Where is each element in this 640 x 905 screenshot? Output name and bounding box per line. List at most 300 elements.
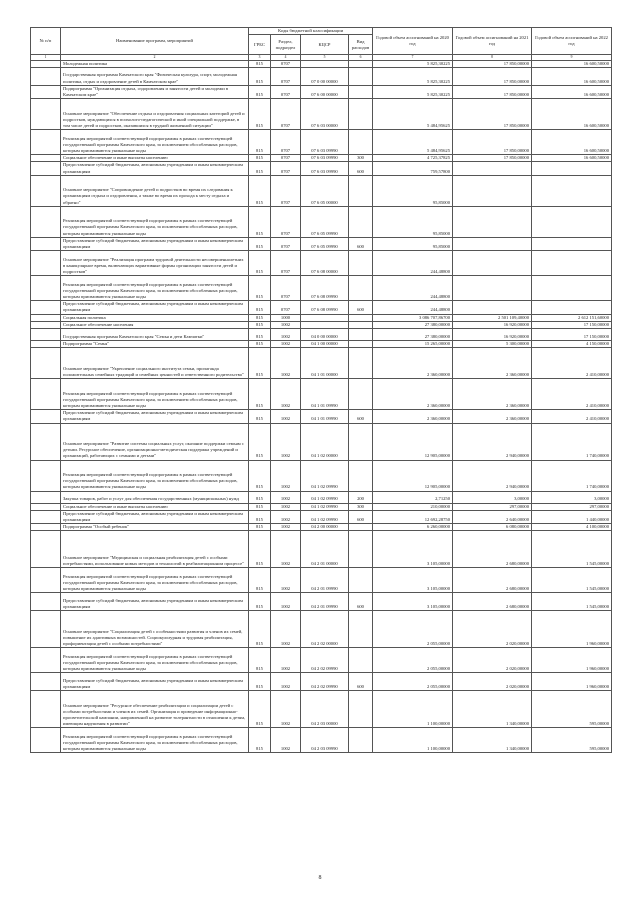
cell-num [31,611,61,648]
cell-rz-pr: 1002 [271,611,301,648]
cell-2022: 16 600,50000 [532,99,612,130]
cell-2020: 2 360,00000 [373,379,453,410]
cell-rz-pr: 0707 [271,60,301,67]
cell-num [31,728,61,753]
cell-2022: 1 960,00000 [532,673,612,691]
cell-ksr: 04 1 01 00000 [301,348,349,379]
cell-ksr [301,321,349,328]
cell-ksr: 04 2 02 09990 [301,673,349,691]
cell-num [31,491,61,503]
cell-ksr: 04 2 02 09990 [301,648,349,673]
cell-ksr: 07 6 03 09990 [301,130,349,155]
cell-2020: 12 692,28750 [373,510,453,523]
cell-num [31,648,61,673]
cell-vr [349,251,373,276]
cell-vr: 600 [349,410,373,423]
cell-ksr: 07 6 03 00000 [301,99,349,130]
cell-2021: 17 850,00000 [453,60,532,67]
cell-2021 [453,162,532,175]
cell-ksr: 04 1 02 09990 [301,491,349,503]
cell-num [31,321,61,328]
cell-name: Социальное обеспечение и иные выплаты населению [61,503,249,510]
cell-2022: 595,00000 [532,728,612,753]
cell-name: Подпрограмма "Особый ребенок" [61,524,249,531]
cell-rz-pr: 0707 [271,206,301,237]
cell-2022: 1 545,00000 [532,593,612,611]
cell-vr: 200 [349,491,373,503]
col-index: 3 [249,55,271,60]
cell-2022 [532,301,612,314]
cell-num [31,60,61,67]
table-row [31,85,612,98]
cell-2021: 2 501 109,40000 [453,314,532,321]
cell-num [31,276,61,301]
cell-2022: 16 600,50000 [532,130,612,155]
cell-name: Реализация мероприятий соответствующей подпрограммы в рамках соответствующей государственной программы Камчатского края, за исключением обособленных расходов, которым присваиваются уникальные коды [61,206,249,237]
table-row [31,155,612,162]
cell-2022: 2 410,00000 [532,348,612,379]
cell-grbs: 815 [249,130,271,155]
cell-ksr: 04 1 01 09990 [301,379,349,410]
cell-grbs: 815 [249,162,271,175]
cell-ksr [301,314,349,321]
cell-2022: 16 600,50000 [532,67,612,85]
cell-ksr: 07 0 00 00000 [301,67,349,85]
cell-ksr: 04 1 02 09990 [301,460,349,491]
cell-2021: 2 020,00000 [453,611,532,648]
cell-rz-pr: 0707 [271,301,301,314]
cell-rz-pr: 1002 [271,423,301,460]
col-index: 1 [31,55,61,60]
cell-vr [349,67,373,85]
table-row [31,491,612,503]
cell-vr [349,531,373,568]
col-index: 8 [453,55,532,60]
cell-2021: 1 340,00000 [453,691,532,728]
cell-2020: 3 105,00000 [373,593,453,611]
cell-ksr: 04 1 02 00000 [301,423,349,460]
cell-2020: 244,48800 [373,301,453,314]
header-2020: Годовой объем ассигнований на 2020 год [373,28,453,55]
cell-2021: 1 340,00000 [453,728,532,753]
cell-rz-pr: 1002 [271,379,301,410]
cell-2021 [453,175,532,206]
cell-2022: 16 600,50000 [532,60,612,67]
cell-name: Основное мероприятие "Ресурсное обеспечение реабилитации и социализации детей с особыми потребностями и членов их семей. Организация и проведение информационно-просветительской кампании, направленной на развитие толерантности в отношении к детям, имеющим нарушения в развитии" [61,691,249,728]
col-index: 4 [271,55,301,60]
cell-vr: 600 [349,162,373,175]
cell-vr [349,423,373,460]
col-index: 7 [373,55,453,60]
cell-rz-pr: 0707 [271,237,301,250]
cell-rz-pr: 1002 [271,491,301,503]
cell-2022: 16 600,50000 [532,85,612,98]
cell-num [31,175,61,206]
table-row [31,531,612,568]
cell-name: Основное мероприятие "Укрепление социального института семьи, пропаганда положительных семейных традиций и семейных ценностей и ответственного родительства" [61,348,249,379]
cell-2020: 244,48800 [373,251,453,276]
cell-vr [349,728,373,753]
cell-num [31,691,61,728]
cell-vr [349,341,373,348]
cell-ksr: 04 1 02 09990 [301,510,349,523]
cell-num [31,162,61,175]
cell-rz-pr: 1002 [271,321,301,328]
header-2022: Годовой объем ассигнований на 2022 год [532,28,612,55]
cell-grbs: 815 [249,728,271,753]
budget-sheet [30,27,611,753]
cell-2021: 2 680,00000 [453,531,532,568]
cell-2020: 95,85000 [373,175,453,206]
cell-2022: 17 150,00000 [532,321,612,328]
cell-grbs: 815 [249,155,271,162]
cell-grbs: 815 [249,67,271,85]
cell-grbs: 815 [249,524,271,531]
cell-2021: 17 850,00000 [453,99,532,130]
cell-num [31,510,61,523]
cell-grbs: 815 [249,531,271,568]
col-index: 2 [61,55,249,60]
cell-rz-pr: 1002 [271,673,301,691]
table-row [31,648,612,673]
cell-name: Основное мероприятие "Обеспечение отдыха и оздоровления социальных категорий детей и подростков, нуждающихся в психолого-педагогической и иной специальной поддержке, в том числе детей и подростков, оказавшихся в трудной жизненной ситуации" [61,99,249,130]
cell-name: Реализация мероприятий соответствующей подпрограммы в рамках соответствующей государственной программы Камчатского края, за исключением обособленных расходов, которым присваиваются уникальные коды [61,379,249,410]
cell-2021: 17 850,00000 [453,85,532,98]
cell-2021: 17 850,00000 [453,130,532,155]
cell-ksr: 04 0 00 00000 [301,329,349,341]
cell-name: Предоставление субсидий бюджетным, автономным учреждениям и иным некоммерческим организациям [61,237,249,250]
cell-ksr: 07 6 05 09990 [301,237,349,250]
cell-num [31,341,61,348]
cell-vr [349,611,373,648]
cell-ksr: 07 6 05 09990 [301,206,349,237]
cell-2022 [532,237,612,250]
cell-2022 [532,162,612,175]
cell-rz-pr: 1002 [271,648,301,673]
cell-num [31,423,61,460]
cell-ksr: 07 6 00 00000 [301,85,349,98]
cell-rz-pr: 1002 [271,524,301,531]
cell-num [31,67,61,85]
cell-2020: 2 055,00000 [373,673,453,691]
cell-vr [349,206,373,237]
cell-vr [349,348,373,379]
cell-num [31,329,61,341]
cell-num [31,348,61,379]
cell-ksr: 07 6 08 00000 [301,251,349,276]
cell-rz-pr: 1002 [271,460,301,491]
table-row [31,162,612,175]
table-row [31,329,612,341]
col-index: 5 [301,55,349,60]
cell-rz-pr: 1002 [271,593,301,611]
cell-ksr: 04 2 00 00000 [301,524,349,531]
header-vr: Вид расходов [349,35,373,55]
budget-table-body [31,60,612,753]
cell-2021 [453,251,532,276]
cell-2022: 297,00000 [532,503,612,510]
cell-ksr: 04 2 01 00000 [301,531,349,568]
cell-2020: 95,85000 [373,237,453,250]
cell-ksr: 04 2 03 00000 [301,691,349,728]
cell-grbs: 815 [249,301,271,314]
cell-ksr: 04 2 01 09990 [301,568,349,593]
cell-grbs: 815 [249,491,271,503]
cell-num [31,130,61,155]
cell-grbs: 815 [249,321,271,328]
cell-name: Основное мероприятие "Сопровождение детей и подростков во время их следования к организациям отдыха и оздоровления, а также во время их прохода к месту отдыха и обратно" [61,175,249,206]
cell-ksr: 04 1 00 00000 [301,341,349,348]
cell-vr [349,329,373,341]
cell-grbs: 815 [249,510,271,523]
cell-num [31,314,61,321]
table-row [31,593,612,611]
cell-2020: 1 100,00000 [373,728,453,753]
cell-grbs: 815 [249,648,271,673]
cell-ksr: 04 1 02 09990 [301,503,349,510]
cell-2021: 2 020,00000 [453,673,532,691]
cell-2020: 4 725,37825 [373,155,453,162]
table-row [31,568,612,593]
cell-rz-pr: 0707 [271,67,301,85]
cell-rz-pr: 1002 [271,341,301,348]
cell-grbs: 815 [249,423,271,460]
cell-vr [349,175,373,206]
cell-2021: 2 680,00000 [453,593,532,611]
cell-name: Предоставление субсидий бюджетным, автономным учреждениям и иным некоммерческим организациям [61,593,249,611]
cell-2022: 4 100,00000 [532,524,612,531]
cell-2021: 5 300,00000 [453,341,532,348]
cell-ksr: 07 6 03 09990 [301,162,349,175]
cell-grbs: 815 [249,314,271,321]
cell-2021: 2 940,00000 [453,423,532,460]
cell-2020: 5 484,95625 [373,99,453,130]
header-num: № п/п [31,28,61,55]
cell-2022: 1 960,00000 [532,648,612,673]
cell-2022 [532,206,612,237]
cell-2020: 2 055,00000 [373,611,453,648]
table-row [31,314,612,321]
cell-2021: 2 020,00000 [453,648,532,673]
table-row [31,460,612,491]
table-row [31,301,612,314]
cell-vr [349,60,373,67]
cell-2020: 5 484,95625 [373,130,453,155]
cell-2021: 2 360,00000 [453,410,532,423]
cell-2020: 244,48800 [373,276,453,301]
cell-ksr: 07 6 03 09990 [301,155,349,162]
col-index: 6 [349,55,373,60]
cell-grbs: 815 [249,611,271,648]
cell-name: Основное мероприятие "Реализация программ трудовой деятельности несовершеннолетних в каникулярное время, включающих вариативные формы организации занятости детей и подростков" [61,251,249,276]
cell-grbs: 815 [249,175,271,206]
cell-num [31,301,61,314]
cell-name: Реализация мероприятий соответствующей подпрограммы в рамках соответствующей государственной программы Камчатского края, за исключением обособленных расходов, которым присваиваются уникальные коды [61,568,249,593]
cell-rz-pr: 0707 [271,175,301,206]
cell-vr: 600 [349,237,373,250]
cell-2022 [532,276,612,301]
cell-ksr [301,60,349,67]
cell-grbs: 815 [249,673,271,691]
cell-name: Молодежная политика [61,60,249,67]
cell-rz-pr: 1002 [271,329,301,341]
cell-2020: 2 360,00000 [373,410,453,423]
cell-2021 [453,301,532,314]
cell-num [31,673,61,691]
cell-2021: 3,00000 [453,491,532,503]
table-row [31,130,612,155]
cell-2022: 17 150,00000 [532,329,612,341]
cell-2021: 16 920,00000 [453,329,532,341]
header-rz: Раздел, подраздел [271,35,301,55]
table-row [31,175,612,206]
cell-2022: 3,00000 [532,491,612,503]
cell-rz-pr: 0707 [271,251,301,276]
cell-2022: 4 150,00000 [532,341,612,348]
cell-grbs: 815 [249,276,271,301]
cell-2020: 12 905,00000 [373,460,453,491]
cell-num [31,155,61,162]
table-row [31,276,612,301]
cell-name: Основное мероприятие "Социализация детей с особенностями развития и членов их семей, повышение их адаптивных возможностей. Социокультурная и трудовая реабилитация, профориентация детей с особыми потребностями" [61,611,249,648]
cell-name: Реализация мероприятий соответствующей подпрограммы в рамках соответствующей государственной программы Камчатского края, за исключением обособленных расходов, которым присваиваются уникальные коды [61,130,249,155]
cell-2020: 2 055,00000 [373,648,453,673]
cell-2020: 2 360,00000 [373,348,453,379]
cell-num [31,237,61,250]
cell-name: Предоставление субсидий бюджетным, автономным учреждениям и иным некоммерческим организациям [61,510,249,523]
cell-2021 [453,206,532,237]
cell-2020: 5 825,30225 [373,85,453,98]
cell-2022: 1 545,00000 [532,531,612,568]
cell-vr [349,460,373,491]
header-name: Наименование программ, мероприятий [61,28,249,55]
cell-name: Основное мероприятие "Развитие системы социальных услуг, оказание поддержки семьям с детьми. Ресурсное обеспечение, организационно-методическая поддержка учреждений и организаций, работающих с семьями и детьми" [61,423,249,460]
cell-num [31,524,61,531]
cell-rz-pr: 0707 [271,276,301,301]
cell-rz-pr: 1002 [271,410,301,423]
cell-rz-pr: 1002 [271,691,301,728]
cell-num [31,85,61,98]
table-row [31,503,612,510]
header-ksr: КЦСР [301,35,349,55]
header-2021: Годовой объем ассигнований на 2021 год [453,28,532,55]
cell-ksr: 04 1 01 09990 [301,410,349,423]
cell-2021: 2 680,00000 [453,568,532,593]
cell-ksr: 04 2 03 09990 [301,728,349,753]
cell-vr [349,276,373,301]
cell-rz-pr: 1002 [271,510,301,523]
cell-name: Предоставление субсидий бюджетным, автономным учреждениям и иным некоммерческим организациям [61,673,249,691]
cell-vr [349,568,373,593]
cell-rz-pr: 1002 [271,568,301,593]
page-number: 8 [318,875,322,881]
cell-grbs: 815 [249,379,271,410]
cell-vr: 600 [349,593,373,611]
cell-name: Подпрограмма "Организация отдыха, оздоровления и занятости детей и молодежи в Камчатском крае" [61,85,249,98]
cell-2020: 2,71250 [373,491,453,503]
cell-2020: 210,00000 [373,503,453,510]
cell-2020: 5 825,30225 [373,67,453,85]
table-row [31,510,612,523]
cell-vr [349,99,373,130]
table-row [31,60,612,67]
cell-rz-pr: 1002 [271,503,301,510]
cell-grbs: 815 [249,99,271,130]
cell-name: Предоставление субсидий бюджетным, автономным учреждениям и иным некоммерческим организациям [61,301,249,314]
cell-2021: 16 920,00000 [453,321,532,328]
cell-2022: 1 545,00000 [532,568,612,593]
cell-vr: 600 [349,510,373,523]
cell-2021: 2 360,00000 [453,348,532,379]
cell-num [31,251,61,276]
cell-rz-pr: 1002 [271,531,301,568]
table-row [31,691,612,728]
cell-2020: 15 265,00000 [373,341,453,348]
cell-2020: 1 100,00000 [373,691,453,728]
cell-name: Социальная политика [61,314,249,321]
cell-grbs: 815 [249,691,271,728]
cell-2021: 2 360,00000 [453,379,532,410]
cell-rz-pr: 0707 [271,155,301,162]
cell-grbs: 815 [249,341,271,348]
cell-vr [349,130,373,155]
cell-name: Закупка товаров, работ и услуг для обеспечения государственных (муниципальных) нужд [61,491,249,503]
cell-name: Реализация мероприятий соответствующей подпрограммы в рамках соответствующей государственной программы Камчатского края, за исключением обособленных расходов, которым присваиваются уникальные коды [61,648,249,673]
cell-num [31,206,61,237]
cell-vr: 300 [349,155,373,162]
cell-2022: 2 410,00000 [532,410,612,423]
cell-num [31,410,61,423]
table-row [31,67,612,85]
col-index: 9 [532,55,612,60]
cell-vr [349,691,373,728]
cell-grbs: 815 [249,568,271,593]
cell-grbs: 815 [249,348,271,379]
table-row [31,423,612,460]
cell-vr: 600 [349,673,373,691]
cell-rz-pr: 1002 [271,728,301,753]
cell-grbs: 815 [249,503,271,510]
cell-2022: 2 612 151,60000 [532,314,612,321]
cell-2021: 2 940,00000 [453,460,532,491]
table-row [31,206,612,237]
cell-2020: 27 380,00000 [373,329,453,341]
cell-name: Социальное обеспечение и иные выплаты населению [61,155,249,162]
cell-name: Предоставление субсидий бюджетным, автономным учреждениям и иным некоммерческим организациям [61,162,249,175]
cell-vr [349,314,373,321]
table-row [31,673,612,691]
cell-ksr: 07 6 05 00000 [301,175,349,206]
cell-2020: 95,85000 [373,206,453,237]
cell-2022 [532,251,612,276]
table-row [31,728,612,753]
cell-2020: 759,57800 [373,162,453,175]
cell-ksr: 07 6 08 09990 [301,276,349,301]
cell-rz-pr: 0707 [271,130,301,155]
cell-grbs: 815 [249,251,271,276]
table-row [31,524,612,531]
header-grbs: ГРБС [249,35,271,55]
cell-2021: 17 850,00000 [453,155,532,162]
table-row [31,410,612,423]
cell-2020: 3 086 707,86700 [373,314,453,321]
table-row [31,321,612,328]
table-row [31,611,612,648]
cell-2020: 3 105,00000 [373,568,453,593]
cell-2022: 2 410,00000 [532,379,612,410]
cell-name: Социальное обеспечение населения [61,321,249,328]
cell-num [31,379,61,410]
